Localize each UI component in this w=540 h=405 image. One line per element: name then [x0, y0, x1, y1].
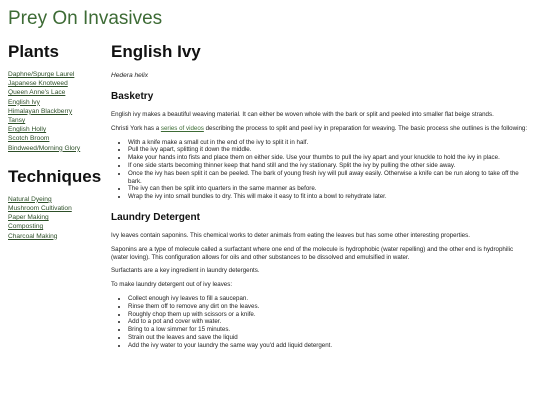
- detergent-p1: Ivy leaves contain saponins. This chemical works to deter animals from eating the leaves but has some other interesting properties.: [111, 231, 470, 239]
- list-item: [8, 213, 108, 222]
- sidebar-item-bindweed[interactable]: Bindweed/Morning Glory: [8, 144, 81, 152]
- sidebar-item-daphne[interactable]: Daphne/Spurge Laurel: [8, 71, 75, 78]
- list-item: [8, 70, 108, 79]
- detergent-p3: Surfactants are a key ingredient in laundry detergents.: [111, 267, 260, 275]
- list-item: • Strain out the leaves and save the liquid: [128, 334, 531, 342]
- sidebar-item-japanese-knotweed[interactable]: Japanese Knotweed: [8, 80, 68, 88]
- scientific-name: Hedera helix: [111, 72, 149, 79]
- sidebar-item-natural-dyeing[interactable]: Natural Dyeing: [8, 195, 52, 203]
- detergent-steps: [111, 295, 531, 350]
- list-item: • Roughly chop them up with scissors or a knife.: [128, 311, 531, 319]
- page-title: English Ivy: [111, 42, 201, 61]
- list-item: [8, 107, 108, 116]
- list-item: [8, 204, 108, 213]
- detergent-p4: To make laundry detergent out of ivy leaves:: [111, 281, 233, 289]
- list-item: • Make your hands into fists and place them on either side. Use your thumbs to pull the ivy apart and your knuckle to hold the ivy in place.: [128, 154, 531, 162]
- plants-list: [8, 70, 108, 153]
- techniques-heading: Techniques: [8, 166, 102, 186]
- list-item: [8, 79, 108, 88]
- list-item: • Wrap the ivy into small bundles to dry. This will make it easy to fit into a bowl to rehydrate later.: [128, 193, 531, 201]
- sidebar-item-himalayan-blackberry[interactable]: Himalayan Blackberry: [8, 107, 73, 115]
- list-item: • Once the ivy has been split it can be peeled. The bark of young fresh ivy will pull away easily. Otherwise a knife can be run along to take off the bark.: [128, 170, 531, 186]
- sidebar-item-queen-annes-lace[interactable]: Queen Anne's Lace: [8, 89, 66, 97]
- sidebar-item-charcoal-making[interactable]: Charcoal Making: [8, 232, 58, 240]
- list-item: • If one side starts becoming thinner keep that hand still and the ivy stationary. Split the ivy by pulling the other side away.: [128, 162, 531, 170]
- sidebar-item-mushroom-cultivation[interactable]: Mushroom Cultivation: [8, 205, 72, 213]
- list-item: [8, 134, 108, 143]
- site-title: Prey On Invasives: [8, 8, 163, 29]
- sidebar-item-scotch-broom[interactable]: Scotch Broom: [8, 135, 50, 143]
- list-item: [8, 98, 108, 107]
- list-item: [8, 116, 108, 125]
- list-item: [8, 222, 108, 231]
- sidebar: [8, 40, 108, 241]
- list-item: [8, 125, 108, 134]
- list-item: • Collect enough ivy leaves to fill a saucepan.: [128, 295, 531, 303]
- videos-link[interactable]: series of videos: [160, 124, 204, 132]
- list-item: • Add to a pot and cover with water.: [128, 318, 531, 326]
- list-item: • Bring to a low simmer for 15 minutes.: [128, 326, 531, 334]
- process-text-before: Christi York has a: [111, 124, 161, 132]
- list-item: [8, 232, 108, 241]
- list-item: • Add the ivy water to your laundry the same way you'd add liquid detergent.: [128, 342, 531, 350]
- list-item: [8, 195, 108, 204]
- sidebar-item-english-ivy[interactable]: English Ivy: [8, 98, 40, 106]
- basketry-heading: Basketry: [111, 91, 154, 102]
- list-item: [8, 88, 108, 97]
- basketry-steps: [111, 139, 531, 201]
- list-item: • Rinse them off to remove any dirt on the leaves.: [128, 303, 531, 311]
- main-content: [111, 40, 531, 356]
- list-item: • Pull the ivy apart, splitting it down the middle.: [128, 146, 531, 154]
- basketry-intro: English ivy makes a beautiful weaving material. It can either be woven whole with the bark or split and peeled into smaller flat beige strands.: [111, 111, 494, 118]
- list-item: [8, 144, 108, 153]
- detergent-heading: Laundry Detergent: [111, 211, 200, 223]
- list-item: • With a knife make a small cut in the end of the ivy to split it in half.: [128, 139, 531, 147]
- detergent-p2: Saponins are a type of molecule called a surfactant where one end of the molecule is hydrophobic (water repelling) and the other end is hydrophilic (water loving). This configuration allows for oils and other substances to be dissolved and emulsified in water.: [111, 245, 514, 261]
- basketry-process: [111, 125, 531, 133]
- sidebar-item-composting[interactable]: Composting: [8, 223, 44, 231]
- techniques-list: [8, 195, 108, 241]
- process-text-after: describing the process to split and peel ivy in preparation for weaving. The basic process she outlines is the following:: [203, 124, 528, 132]
- list-item: • The ivy can then be split into quarters in the same manner as before.: [128, 185, 531, 193]
- sidebar-item-paper-making[interactable]: Paper Making: [8, 214, 49, 222]
- sidebar-item-tansy[interactable]: Tansy: [8, 117, 26, 125]
- plants-heading: Plants: [8, 42, 60, 61]
- sidebar-item-english-holly[interactable]: English Holly: [8, 126, 47, 134]
